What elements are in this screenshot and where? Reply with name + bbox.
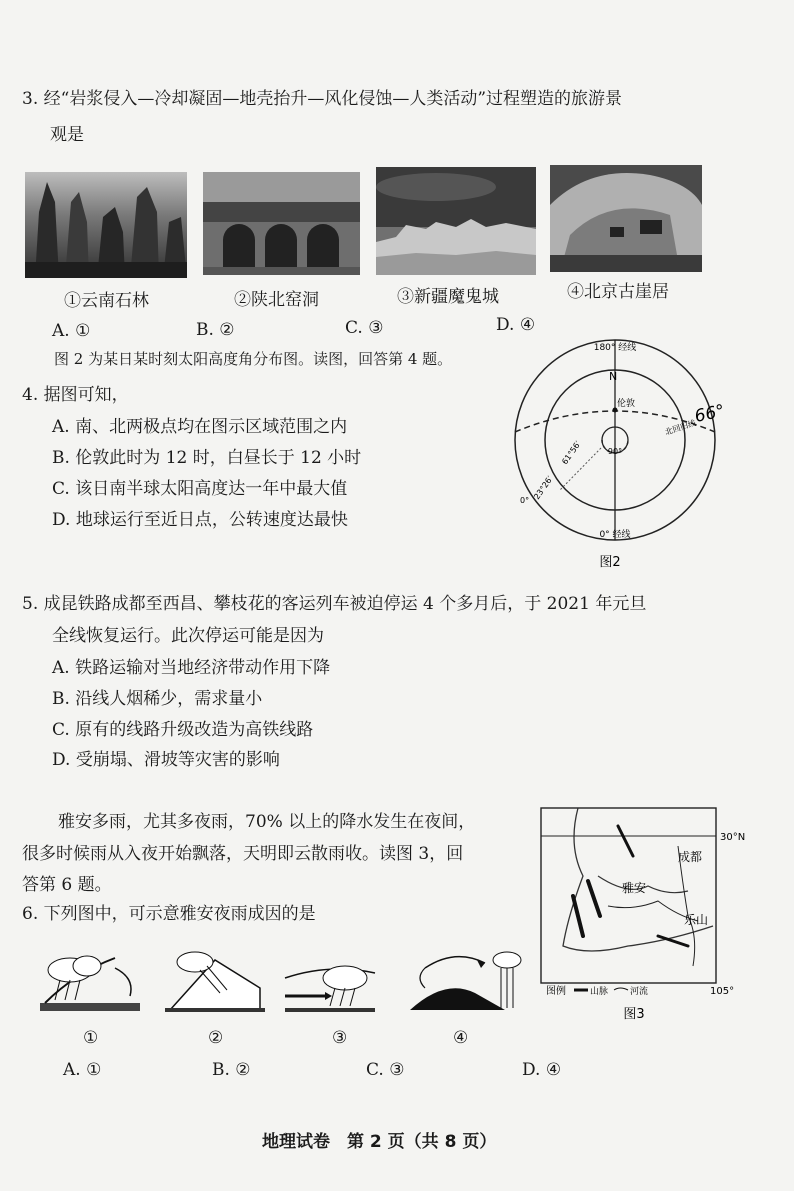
yaan-line1: 雅安多雨，尤其多夜雨，70% 以上的降水发生在夜间， [58,812,476,832]
q6-diagram-3 [285,966,375,1012]
fig2-handwritten: 66° [692,401,727,427]
fig3-legend-mountain: 山脉 [590,987,609,997]
q4-option-c: C. 该日南半球太阳高度达一年中最大值 [52,479,348,499]
fig2-angle1: 61°56′ [560,439,583,467]
q3-option-a: A. ① [52,321,91,341]
q6-label-4: ④ [453,1028,469,1048]
q6-label-1: ① [83,1028,99,1048]
q6-option-b: B. ② [212,1060,251,1080]
q6-diagrams [35,948,530,1023]
q3-stem-line2: 观是 [50,125,84,145]
caption-1: ①云南石林 [64,291,149,311]
q3-stem-line1: 3. 经“岩浆侵入—冷却凝固—地壳抬升—风化侵蚀—人类活动”过程塑造的旅游景 [22,89,623,109]
figure-3-map [538,806,746,1026]
fig2-zero: 0° [520,496,530,505]
q4-stem: 4. 据图可知， [22,385,129,405]
q6-diagram-2 [165,952,265,1012]
caption-2: ②陕北窑洞 [234,290,319,310]
fig3-leshan: 乐山 [684,913,709,927]
photo-yunnan-stone-forest [25,172,187,278]
fig3-mountain-2 [588,881,600,916]
q6-stem: 6. 下列图中，可示意雅安夜雨成因的是 [22,904,316,924]
q5-option-b: B. 沿线人烟稀少，需求量小 [52,689,263,709]
fig3-legend-prefix: 图例 [546,986,566,997]
fig3-lat: 30°N [720,832,746,843]
q6-diagram-4 [410,952,521,1010]
fig3-mountain-1 [573,896,583,936]
fig2-center: 90° [607,447,623,456]
fig2-angle2: 23°26′ [532,474,555,502]
q6-label-3: ③ [332,1028,348,1048]
q5-stem-line1: 5. 成昆铁路成都至西昌、攀枝花的客运列车被迫停运 4 个多月后，于 2021 年元旦 [22,594,647,614]
photo-beijing-guyaju [550,165,702,272]
q6-option-c: C. ③ [366,1060,405,1080]
q6-option-a: A. ① [63,1060,102,1080]
fig2-caption: 图2 [599,555,621,570]
fig3-caption: 图3 [623,1007,645,1022]
q5-option-c: C. 原有的线路升级改造为高铁线路 [52,720,314,740]
fig3-legend-river: 河流 [630,987,649,997]
q6-option-d: D. ④ [522,1060,562,1080]
yaan-line2: 很多时候雨从入夜开始飘落，天明即云散雨收。读图 3，回 [22,844,464,864]
yaan-line3: 答第 6 题。 [22,875,112,895]
fig2-arctic: 北回归线 [663,418,698,437]
fig3-boundary [563,808,713,951]
fig3-yaan: 雅安 [622,881,647,895]
fig2-bottom-label: 0° 经线 [599,530,631,540]
fig2-north: N [609,370,618,383]
photo-shaanbei-cave [203,172,360,275]
q5-option-a: A. 铁路运输对当地经济带动作用下降 [52,658,331,678]
q3-option-d: D. ④ [496,315,536,335]
fig2-london: 伦敦 [617,399,636,409]
q4-option-b: B. 伦敦此时为 12 时，白昼长于 12 小时 [52,448,362,468]
caption-3: ③新疆魔鬼城 [397,287,499,307]
fig3-lon: 105° [710,986,735,997]
q3-option-b: B. ② [196,320,235,340]
q5-option-d: D. 受崩塌、滑坡等灾害的影响 [52,750,280,770]
q5-stem-line2: 全线恢复运行。此次停运可能是因为 [52,626,324,646]
q6-label-2: ② [208,1028,224,1048]
q3-option-c: C. ③ [345,318,384,338]
fig2-top-label: 180° 经线 [593,343,637,353]
fig3-chengdu: 成都 [678,850,703,864]
q6-diagram-1 [40,956,140,1011]
photo-xinjiang-devil-city [376,167,536,275]
fig2-intro: 图 2 为某日某时刻太阳高度角分布图。读图，回答第 4 题。 [54,350,453,368]
caption-4: ④北京古崖居 [567,282,669,302]
q4-option-a: A. 南、北两极点均在图示区域范围之内 [52,417,348,437]
figure-2-solar-altitude-diagram [500,340,730,575]
page-footer: 地理试卷 第 2 页（共 8 页） [262,1132,497,1152]
q4-option-d: D. 地球运行至近日点，公转速度达最快 [52,510,348,530]
